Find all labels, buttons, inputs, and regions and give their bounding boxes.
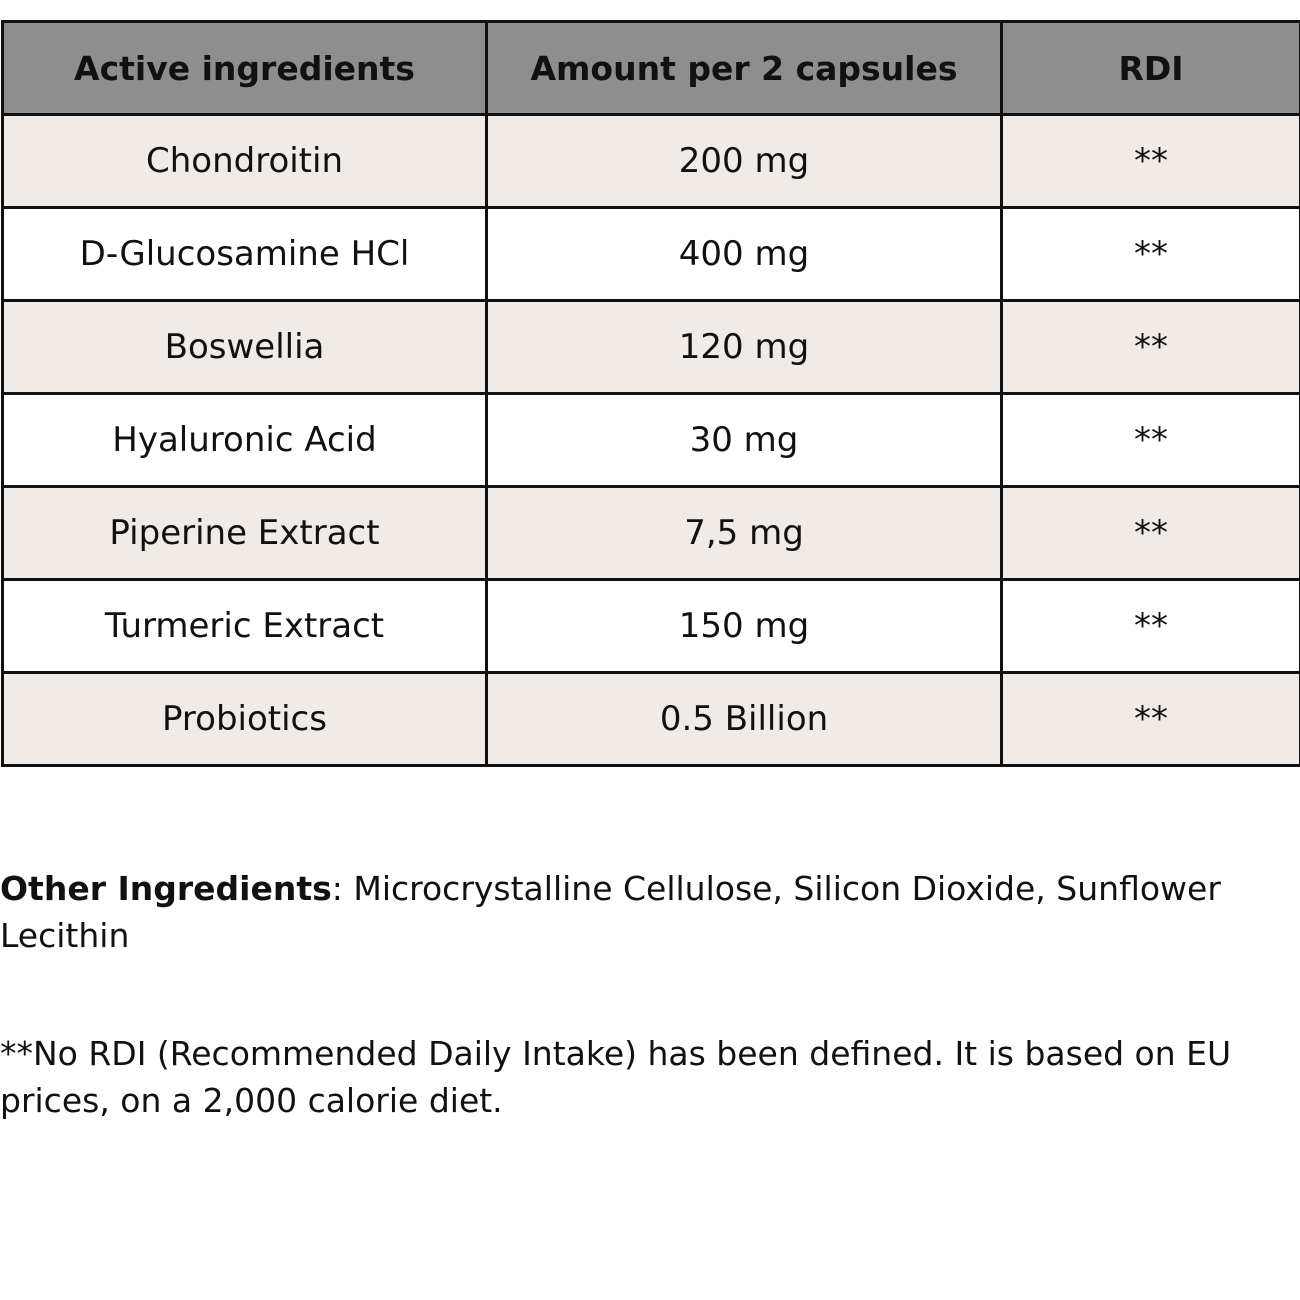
other-ingredients-separator: : (331, 869, 354, 908)
table-row (3, 301, 1300, 394)
rdi-cell: ** (1002, 580, 1300, 673)
other-ingredients-label: Other Ingredients (0, 869, 332, 908)
table-row (3, 394, 1300, 487)
table-row (3, 580, 1300, 673)
ingredient-name-cell: Chondroitin (3, 115, 487, 208)
rdi-cell: ** (1002, 673, 1300, 766)
rdi-footnote: **No RDI (Recommended Daily Intake) has been defined. It is based on EU prices, on a 2,000 calorie diet. (0, 1034, 1232, 1120)
ingredient-name-cell: D-Glucosamine HCl (3, 208, 487, 301)
table-row (3, 115, 1300, 208)
rdi-cell: ** (1002, 301, 1300, 394)
table-row (3, 487, 1300, 580)
ingredients-table (1, 20, 1300, 767)
amount-cell: 200 mg (487, 115, 1002, 208)
table-header-row (3, 22, 1300, 115)
other-ingredients-list: Microcrystalline Cellulose, Silicon Dioxide, Sunflower Lecithin (0, 869, 1221, 955)
rdi-cell: ** (1002, 487, 1300, 580)
ingredient-name-cell: Hyaluronic Acid (3, 394, 487, 487)
ingredient-name-cell: Turmeric Extract (3, 580, 487, 673)
column-header-amount: Amount per 2 capsules (487, 22, 1002, 115)
table-row (3, 208, 1300, 301)
amount-cell: 400 mg (487, 208, 1002, 301)
rdi-cell: ** (1002, 208, 1300, 301)
column-header-ingredient: Active ingredients (3, 22, 487, 115)
amount-cell: 120 mg (487, 301, 1002, 394)
amount-cell: 0.5 Billion (487, 673, 1002, 766)
other-ingredients-paragraph (0, 865, 1290, 959)
rdi-cell: ** (1002, 115, 1300, 208)
ingredient-name-cell: Probiotics (3, 673, 487, 766)
rdi-cell: ** (1002, 394, 1300, 487)
column-header-rdi: RDI (1002, 22, 1300, 115)
amount-cell: 7,5 mg (487, 487, 1002, 580)
table-row (3, 673, 1300, 766)
ingredient-name-cell: Boswellia (3, 301, 487, 394)
amount-cell: 30 mg (487, 394, 1002, 487)
amount-cell: 150 mg (487, 580, 1002, 673)
ingredient-name-cell: Piperine Extract (3, 487, 487, 580)
